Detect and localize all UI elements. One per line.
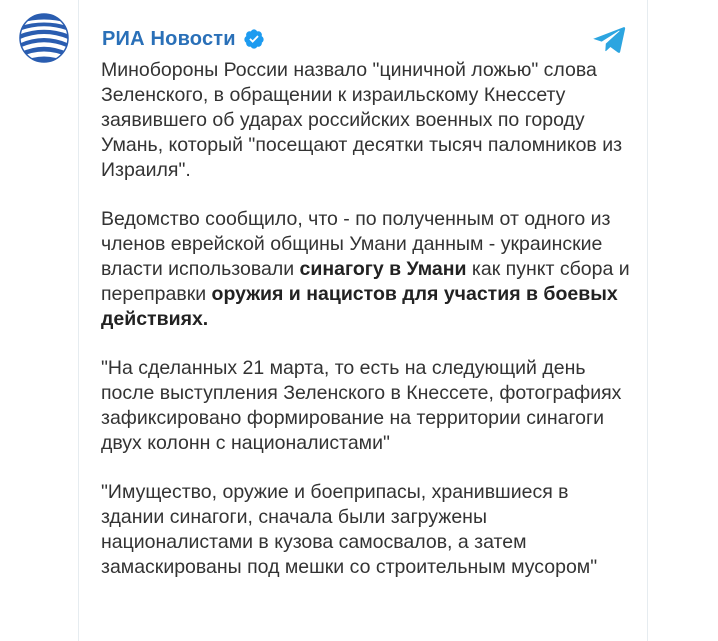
post-header: [102, 26, 265, 52]
paragraph-2-bold-b: оружия и нацистов для участия в боевых действиях.: [101, 283, 618, 330]
post-paragraph-3: "На сделанных 21 марта, то есть на следующий день после выступления Зеленского в Кнессете, фотографиях зафиксировано формирование на территории синагоги двух колонн с националистами": [101, 357, 622, 454]
post-body: [101, 58, 631, 604]
thread-divider: [78, 0, 79, 641]
verified-badge-icon: [243, 28, 265, 50]
post-paragraph-1: Минобороны России назвало "циничной ложью" слова Зеленского, в обращении к израильскому Кнессету заявившего об ударах российских военных по городу Умань, который "посещают десятки тысяч паломников из Израиля".: [101, 59, 623, 181]
paragraph-2-bold-a: синагогу в Умани: [299, 258, 467, 280]
telegram-plane-icon[interactable]: [592, 26, 626, 54]
channel-avatar[interactable]: [18, 12, 70, 64]
ria-logo-icon: [18, 12, 70, 64]
post-paragraph-4: "Имущество, оружие и боеприпасы, хранившиеся в здании синагоги, сначала были загружены националистами в кузова самосвалов, а затем замаскированы под мешки со строительным мусором": [101, 481, 598, 578]
paragraph-2-text-b: как пункт сбора и переправки: [101, 258, 630, 305]
channel-name[interactable]: РИА Новости: [102, 27, 236, 50]
paragraph-2-text-a: Ведомство сообщило, что - по полученным от одного из членов еврейской общины Умани данным - украинские власти использовали: [101, 208, 611, 280]
post-paragraph-2: [101, 207, 631, 332]
card-border-right: [647, 0, 648, 641]
